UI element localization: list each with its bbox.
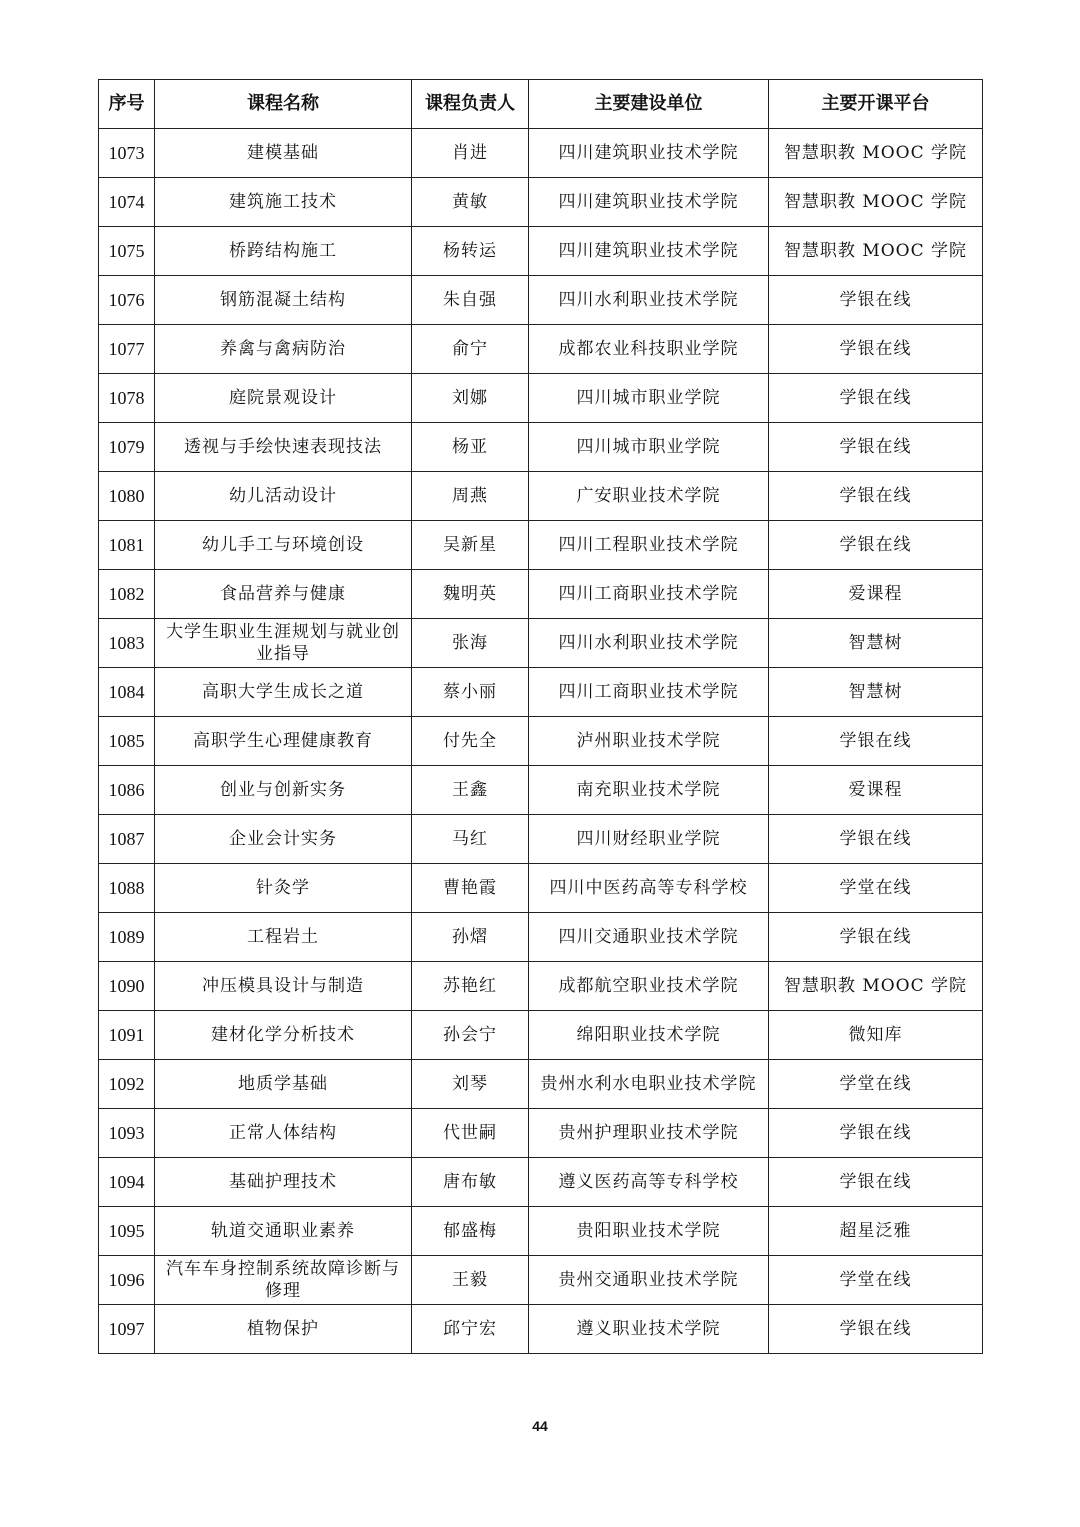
cell-course-name: 创业与创新实务: [155, 766, 412, 815]
cell-no: 1097: [99, 1305, 155, 1354]
cell-unit: 贵州交通职业技术学院: [529, 1256, 769, 1305]
cell-leader: 杨亚: [412, 423, 529, 472]
cell-leader: 张海: [412, 619, 529, 668]
cell-platform: 学银在线: [769, 521, 983, 570]
table-row: [99, 864, 983, 913]
cell-course-name: 幼儿手工与环境创设: [155, 521, 412, 570]
table-row: [99, 374, 983, 423]
cell-leader: 代世嗣: [412, 1109, 529, 1158]
cell-unit: 成都农业科技职业学院: [529, 325, 769, 374]
cell-platform: 爱课程: [769, 570, 983, 619]
table-row: [99, 766, 983, 815]
cell-course-name: 高职学生心理健康教育: [155, 717, 412, 766]
cell-leader: 孙熠: [412, 913, 529, 962]
cell-platform: 学银在线: [769, 1158, 983, 1207]
cell-course-name: 轨道交通职业素养: [155, 1207, 412, 1256]
cell-platform: 智慧职教 MOOC 学院: [769, 227, 983, 276]
cell-platform: 学银在线: [769, 815, 983, 864]
cell-unit: 四川建筑职业技术学院: [529, 129, 769, 178]
cell-no: 1085: [99, 717, 155, 766]
cell-course-name: 植物保护: [155, 1305, 412, 1354]
cell-leader: 刘娜: [412, 374, 529, 423]
cell-platform: 学堂在线: [769, 1256, 983, 1305]
cell-unit: 四川交通职业技术学院: [529, 913, 769, 962]
cell-unit: 四川财经职业学院: [529, 815, 769, 864]
cell-no: 1079: [99, 423, 155, 472]
cell-no: 1093: [99, 1109, 155, 1158]
cell-no: 1086: [99, 766, 155, 815]
page-number: 44: [532, 1418, 548, 1434]
table-row: [99, 276, 983, 325]
cell-leader: 孙会宁: [412, 1011, 529, 1060]
table-row: [99, 1158, 983, 1207]
cell-no: 1077: [99, 325, 155, 374]
cell-platform: 智慧树: [769, 668, 983, 717]
cell-leader: 肖进: [412, 129, 529, 178]
cell-unit: 遵义医药高等专科学校: [529, 1158, 769, 1207]
table-row: [99, 717, 983, 766]
cell-leader: 刘琴: [412, 1060, 529, 1109]
table-row: [99, 325, 983, 374]
cell-no: 1094: [99, 1158, 155, 1207]
cell-course-name: 冲压模具设计与制造: [155, 962, 412, 1011]
table-header: [99, 80, 983, 129]
cell-unit: 绵阳职业技术学院: [529, 1011, 769, 1060]
table-row: [99, 1305, 983, 1354]
cell-course-name: 建筑施工技术: [155, 178, 412, 227]
cell-leader: 周燕: [412, 472, 529, 521]
table-row: [99, 668, 983, 717]
cell-no: 1081: [99, 521, 155, 570]
table-row: [99, 815, 983, 864]
cell-unit: 四川建筑职业技术学院: [529, 178, 769, 227]
cell-unit: 四川工商职业技术学院: [529, 668, 769, 717]
cell-course-name: 大学生职业生涯规划与就业创业指导: [155, 619, 412, 668]
cell-no: 1096: [99, 1256, 155, 1305]
header-course-name: 课程名称: [155, 80, 412, 129]
cell-platform: 学银在线: [769, 1305, 983, 1354]
cell-course-name: 基础护理技术: [155, 1158, 412, 1207]
cell-no: 1087: [99, 815, 155, 864]
cell-platform: 学银在线: [769, 374, 983, 423]
cell-no: 1074: [99, 178, 155, 227]
cell-no: 1073: [99, 129, 155, 178]
header-unit: 主要建设单位: [529, 80, 769, 129]
header-row: [99, 80, 983, 129]
table-row: [99, 227, 983, 276]
cell-unit: 贵州水利水电职业技术学院: [529, 1060, 769, 1109]
cell-course-name: 钢筋混凝土结构: [155, 276, 412, 325]
table-row: [99, 472, 983, 521]
cell-course-name: 高职大学生成长之道: [155, 668, 412, 717]
cell-course-name: 桥跨结构施工: [155, 227, 412, 276]
cell-unit: 贵州护理职业技术学院: [529, 1109, 769, 1158]
cell-leader: 唐布敏: [412, 1158, 529, 1207]
cell-course-name: 建模基础: [155, 129, 412, 178]
table-row: [99, 521, 983, 570]
cell-leader: 曹艳霞: [412, 864, 529, 913]
cell-platform: 爱课程: [769, 766, 983, 815]
cell-course-name: 企业会计实务: [155, 815, 412, 864]
cell-no: 1078: [99, 374, 155, 423]
header-leader: 课程负责人: [412, 80, 529, 129]
cell-no: 1083: [99, 619, 155, 668]
table-row: [99, 129, 983, 178]
cell-course-name: 正常人体结构: [155, 1109, 412, 1158]
table-row: [99, 1207, 983, 1256]
cell-platform: 学银在线: [769, 423, 983, 472]
cell-unit: 四川工程职业技术学院: [529, 521, 769, 570]
cell-unit: 遵义职业技术学院: [529, 1305, 769, 1354]
cell-platform: 学银在线: [769, 472, 983, 521]
cell-leader: 王鑫: [412, 766, 529, 815]
cell-no: 1084: [99, 668, 155, 717]
cell-no: 1089: [99, 913, 155, 962]
cell-unit: 四川中医药高等专科学校: [529, 864, 769, 913]
cell-leader: 俞宁: [412, 325, 529, 374]
cell-no: 1082: [99, 570, 155, 619]
cell-platform: 智慧职教 MOOC 学院: [769, 962, 983, 1011]
cell-unit: 广安职业技术学院: [529, 472, 769, 521]
cell-course-name: 庭院景观设计: [155, 374, 412, 423]
cell-platform: 超星泛雅: [769, 1207, 983, 1256]
cell-course-name: 幼儿活动设计: [155, 472, 412, 521]
table-row: [99, 1011, 983, 1060]
cell-platform: 学堂在线: [769, 1060, 983, 1109]
cell-unit: 贵阳职业技术学院: [529, 1207, 769, 1256]
cell-leader: 付先全: [412, 717, 529, 766]
cell-platform: 微知库: [769, 1011, 983, 1060]
cell-no: 1080: [99, 472, 155, 521]
table-row: [99, 423, 983, 472]
cell-platform: 学银在线: [769, 325, 983, 374]
cell-leader: 吴新星: [412, 521, 529, 570]
cell-course-name: 透视与手绘快速表现技法: [155, 423, 412, 472]
cell-leader: 朱自强: [412, 276, 529, 325]
cell-unit: 四川水利职业技术学院: [529, 619, 769, 668]
cell-no: 1092: [99, 1060, 155, 1109]
cell-platform: 智慧树: [769, 619, 983, 668]
cell-leader: 苏艳红: [412, 962, 529, 1011]
cell-leader: 邱宁宏: [412, 1305, 529, 1354]
header-no: 序号: [99, 80, 155, 129]
cell-no: 1075: [99, 227, 155, 276]
cell-course-name: 地质学基础: [155, 1060, 412, 1109]
cell-leader: 郁盛梅: [412, 1207, 529, 1256]
cell-platform: 智慧职教 MOOC 学院: [769, 178, 983, 227]
table-row: [99, 1060, 983, 1109]
cell-leader: 黄敏: [412, 178, 529, 227]
cell-course-name: 建材化学分析技术: [155, 1011, 412, 1060]
cell-leader: 蔡小丽: [412, 668, 529, 717]
cell-leader: 魏明英: [412, 570, 529, 619]
table-row: [99, 962, 983, 1011]
cell-platform: 学银在线: [769, 276, 983, 325]
cell-unit: 四川城市职业学院: [529, 423, 769, 472]
cell-course-name: 食品营养与健康: [155, 570, 412, 619]
cell-course-name: 针灸学: [155, 864, 412, 913]
cell-course-name: 工程岩土: [155, 913, 412, 962]
cell-platform: 学银在线: [769, 1109, 983, 1158]
cell-leader: 王毅: [412, 1256, 529, 1305]
cell-unit: 四川城市职业学院: [529, 374, 769, 423]
cell-no: 1095: [99, 1207, 155, 1256]
table-row: [99, 570, 983, 619]
course-table: [98, 79, 983, 1354]
cell-no: 1090: [99, 962, 155, 1011]
cell-platform: 学银在线: [769, 913, 983, 962]
table-row: [99, 178, 983, 227]
cell-unit: 成都航空职业技术学院: [529, 962, 769, 1011]
cell-no: 1088: [99, 864, 155, 913]
table-row: [99, 1109, 983, 1158]
table-body: [99, 129, 983, 1354]
header-platform: 主要开课平台: [769, 80, 983, 129]
cell-unit: 四川建筑职业技术学院: [529, 227, 769, 276]
cell-platform: 学银在线: [769, 717, 983, 766]
cell-unit: 南充职业技术学院: [529, 766, 769, 815]
table-row: [99, 619, 983, 668]
table-row: [99, 913, 983, 962]
cell-course-name: 养禽与禽病防治: [155, 325, 412, 374]
cell-course-name: 汽车车身控制系统故障诊断与修理: [155, 1256, 412, 1305]
cell-unit: 四川工商职业技术学院: [529, 570, 769, 619]
cell-platform: 学堂在线: [769, 864, 983, 913]
cell-no: 1091: [99, 1011, 155, 1060]
cell-unit: 四川水利职业技术学院: [529, 276, 769, 325]
cell-platform: 智慧职教 MOOC 学院: [769, 129, 983, 178]
cell-leader: 马红: [412, 815, 529, 864]
cell-leader: 杨转运: [412, 227, 529, 276]
cell-unit: 泸州职业技术学院: [529, 717, 769, 766]
table-row: [99, 1256, 983, 1305]
cell-no: 1076: [99, 276, 155, 325]
